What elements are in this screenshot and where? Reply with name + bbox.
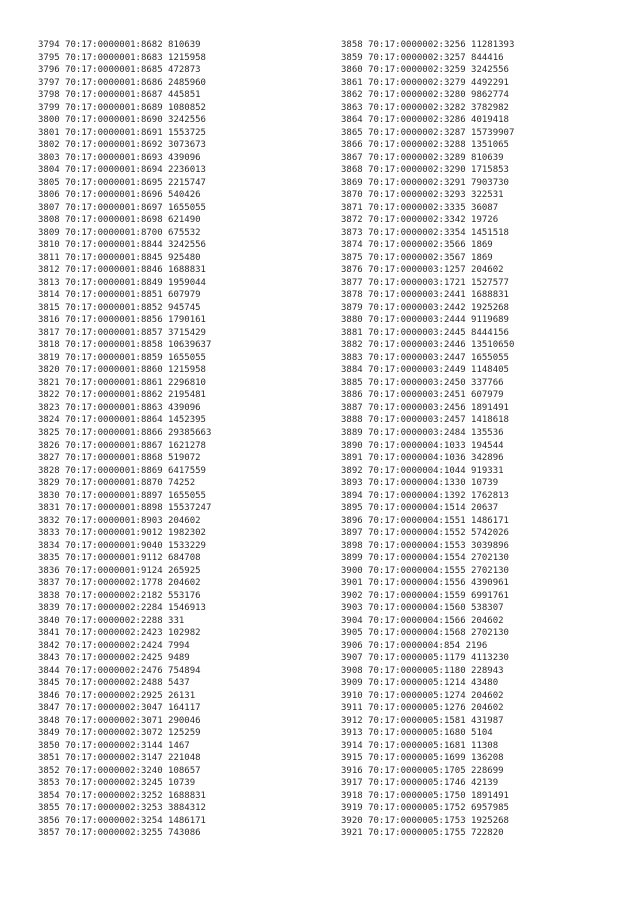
- list-item: 3882 70:17:0000003:2446 13510650: [341, 340, 515, 351]
- list-item: 3895 70:17:0000004:1514 20637: [341, 503, 499, 514]
- list-item: 3838 70:17:0000002:2182 553176: [38, 590, 201, 601]
- list-item: 3899 70:17:0000004:1554 2702130: [341, 553, 509, 564]
- list-item: 3798 70:17:0000001:8687 445851: [38, 90, 201, 101]
- list-item: 3871 70:17:0000002:3335 36087: [341, 202, 499, 213]
- list-item: 3920 70:17:0000005:1753 1925268: [341, 815, 509, 826]
- list-item: 3852 70:17:0000002:3240 108657: [38, 765, 201, 776]
- list-item: 3819 70:17:0000001:8859 1655055: [38, 352, 206, 363]
- list-item: 3884 70:17:0000003:2449 1148405: [341, 365, 509, 376]
- list-item: 3898 70:17:0000004:1553 3039896: [341, 540, 509, 551]
- list-item: 3811 70:17:0000001:8845 925480: [38, 252, 201, 263]
- list-item: 3919 70:17:0000005:1752 6957985: [341, 803, 509, 814]
- list-item: 3869 70:17:0000002:3291 7903730: [341, 177, 509, 188]
- list-item: 3876 70:17:0000003:1257 204602: [341, 265, 504, 276]
- list-item: 3864 70:17:0000002:3286 4019418: [341, 115, 509, 126]
- list-item: 3815 70:17:0000001:8852 945745: [38, 302, 201, 313]
- list-item: 3835 70:17:0000001:9112 684708: [38, 553, 201, 564]
- list-item: 3851 70:17:0000002:3147 221048: [38, 753, 201, 764]
- list-item: 3856 70:17:0000002:3254 1486171: [38, 815, 206, 826]
- list-item: 3905 70:17:0000004:1568 2702130: [341, 628, 509, 639]
- list-item: 3817 70:17:0000001:8857 3715429: [38, 327, 206, 338]
- list-item: 3808 70:17:0000001:8698 621490: [38, 215, 201, 226]
- list-item: 3877 70:17:0000003:1721 1527577: [341, 277, 509, 288]
- list-item: 3822 70:17:0000001:8862 2195481: [38, 390, 206, 401]
- list-item: 3866 70:17:0000002:3288 1351065: [341, 140, 509, 151]
- list-item: 3909 70:17:0000005:1214 43480: [341, 678, 499, 689]
- list-item: 3912 70:17:0000005:1581 431987: [341, 715, 504, 726]
- list-item: 3911 70:17:0000005:1276 204602: [341, 703, 504, 714]
- list-item: 3878 70:17:0000003:2441 1688831: [341, 290, 509, 301]
- list-item: 3883 70:17:0000003:2447 1655055: [341, 352, 509, 363]
- list-item: 3848 70:17:0000002:3071 290046: [38, 715, 201, 726]
- list-item: 3814 70:17:0000001:8851 607979: [38, 290, 201, 301]
- list-item: 3839 70:17:0000002:2284 1546913: [38, 603, 206, 614]
- list-item: 3799 70:17:0000001:8689 1080852: [38, 102, 206, 113]
- list-item: 3801 70:17:0000001:8691 1553725: [38, 127, 206, 138]
- list-item: 3917 70:17:0000005:1746 42139: [341, 778, 499, 789]
- list-item: 3908 70:17:0000005:1180 228943: [341, 665, 504, 676]
- list-item: 3825 70:17:0000001:8866 29385663: [38, 427, 212, 438]
- list-item: 3841 70:17:0000002:2423 102982: [38, 628, 201, 639]
- list-item: 3860 70:17:0000002:3259 3242556: [341, 65, 509, 76]
- list-item: 3892 70:17:0000004:1044 919331: [341, 465, 504, 476]
- list-item: 3921 70:17:0000005:1755 722820: [341, 828, 504, 839]
- list-item: 3888 70:17:0000003:2457 1418618: [341, 415, 509, 426]
- list-item: 3796 70:17:0000001:8685 472873: [38, 65, 201, 76]
- list-item: 3824 70:17:0000001:8864 1452395: [38, 415, 206, 426]
- list-item: 3821 70:17:0000001:8861 2296810: [38, 377, 206, 388]
- list-item: 3875 70:17:0000002:3567 1869: [341, 252, 493, 263]
- list-item: 3910 70:17:0000005:1274 204602: [341, 690, 504, 701]
- list-item: 3843 70:17:0000002:2425 9489: [38, 653, 190, 664]
- list-item: 3810 70:17:0000001:8844 3242556: [38, 240, 206, 251]
- list-item: 3827 70:17:0000001:8868 519072: [38, 453, 201, 464]
- list-item: 3831 70:17:0000001:8898 15537247: [38, 503, 212, 514]
- list-item: 3807 70:17:0000001:8697 1655055: [38, 202, 206, 213]
- list-item: 3863 70:17:0000002:3282 3782982: [341, 102, 509, 113]
- list-item: 3828 70:17:0000001:8869 6417559: [38, 465, 206, 476]
- list-item: 3813 70:17:0000001:8849 1959044: [38, 277, 206, 288]
- list-item: 3865 70:17:0000002:3287 15739907: [341, 127, 515, 138]
- list-item: 3902 70:17:0000004:1559 6991761: [341, 590, 509, 601]
- list-item: 3809 70:17:0000001:8700 675532: [38, 227, 201, 238]
- list-item: 3854 70:17:0000002:3252 1688831: [38, 790, 206, 801]
- list-item: 3896 70:17:0000004:1551 1486171: [341, 515, 509, 526]
- list-item: 3890 70:17:0000004:1033 194544: [341, 440, 504, 451]
- list-item: 3846 70:17:0000002:2925 26131: [38, 690, 196, 701]
- list-item: 3913 70:17:0000005:1680 5104: [341, 728, 493, 739]
- list-item: 3916 70:17:0000005:1705 228699: [341, 765, 504, 776]
- list-item: 3893 70:17:0000004:1330 10739: [341, 478, 499, 489]
- list-item: 3886 70:17:0000003:2451 607979: [341, 390, 504, 401]
- list-item: 3894 70:17:0000004:1392 1762813: [341, 490, 509, 501]
- list-item: 3857 70:17:0000002:3255 743086: [38, 828, 201, 839]
- list-item: 3904 70:17:0000004:1566 204602: [341, 615, 504, 626]
- list-item: 3812 70:17:0000001:8846 1688831: [38, 265, 206, 276]
- list-item: 3823 70:17:0000001:8863 439096: [38, 402, 201, 413]
- list-item: 3897 70:17:0000004:1552 5742026: [341, 528, 509, 539]
- list-item: 3803 70:17:0000001:8693 439096: [38, 152, 201, 163]
- left-column: [38, 39, 211, 840]
- list-item: 3903 70:17:0000004:1560 538307: [341, 603, 504, 614]
- list-item: 3858 70:17:0000002:3256 11281393: [341, 40, 515, 50]
- list-item: 3891 70:17:0000004:1036 342896: [341, 453, 504, 464]
- list-item: 3826 70:17:0000001:8867 1621278: [38, 440, 206, 451]
- list-item: 3844 70:17:0000002:2476 754894: [38, 665, 201, 676]
- list-item: 3800 70:17:0000001:8690 3242556: [38, 115, 206, 126]
- list-item: 3829 70:17:0000001:8870 74252: [38, 478, 196, 489]
- list-item: 3870 70:17:0000002:3293 322531: [341, 190, 504, 201]
- list-item: 3805 70:17:0000001:8695 2215747: [38, 177, 206, 188]
- list-item: 3872 70:17:0000002:3342 19726: [341, 215, 499, 226]
- list-item: 3836 70:17:0000001:9124 265925: [38, 565, 201, 576]
- list-item: 3906 70:17:0000004:854 2196: [341, 640, 488, 651]
- list-item: 3834 70:17:0000001:9040 1533229: [38, 540, 206, 551]
- list-item: 3855 70:17:0000002:3253 3884312: [38, 803, 206, 814]
- list-item: 3853 70:17:0000002:3245 10739: [38, 778, 196, 789]
- list-item: 3918 70:17:0000005:1750 1891491: [341, 790, 509, 801]
- list-item: 3840 70:17:0000002:2288 331: [38, 615, 185, 626]
- list-item: 3837 70:17:0000002:1778 204602: [38, 578, 201, 589]
- list-item: 3880 70:17:0000003:2444 9119689: [341, 315, 509, 326]
- list-item: 3874 70:17:0000002:3566 1869: [341, 240, 493, 251]
- list-item: 3845 70:17:0000002:2488 5437: [38, 678, 190, 689]
- list-item: 3859 70:17:0000002:3257 844416: [341, 52, 504, 63]
- list-item: 3830 70:17:0000001:8897 1655055: [38, 490, 206, 501]
- list-item: 3816 70:17:0000001:8856 1790161: [38, 315, 206, 326]
- list-item: 3832 70:17:0000001:8903 204602: [38, 515, 201, 526]
- list-item: 3804 70:17:0000001:8694 2236013: [38, 165, 206, 176]
- list-item: 3907 70:17:0000005:1179 4113230: [341, 653, 509, 664]
- list-item: 3842 70:17:0000002:2424 7994: [38, 640, 190, 651]
- list-item: 3850 70:17:0000002:3144 1467: [38, 740, 190, 751]
- list-item: 3867 70:17:0000002:3289 810639: [341, 152, 504, 163]
- list-item: 3797 70:17:0000001:8686 2485960: [38, 77, 206, 88]
- list-item: 3820 70:17:0000001:8860 1215958: [38, 365, 206, 376]
- list-item: 3885 70:17:0000003:2450 337766: [341, 377, 504, 388]
- list-item: 3914 70:17:0000005:1681 11308: [341, 740, 499, 751]
- list-item: 3818 70:17:0000001:8858 10639637: [38, 340, 212, 351]
- list-item: 3901 70:17:0000004:1556 4390961: [341, 578, 509, 589]
- list-item: 3861 70:17:0000002:3279 4492291: [341, 77, 509, 88]
- right-column: [341, 39, 514, 840]
- list-item: 3873 70:17:0000002:3354 1451518: [341, 227, 509, 238]
- list-item: 3881 70:17:0000003:2445 8444156: [341, 327, 509, 338]
- list-item: 3794 70:17:0000001:8682 810639: [38, 40, 201, 50]
- list-item: 3862 70:17:0000002:3280 9862774: [341, 90, 509, 101]
- list-item: 3868 70:17:0000002:3290 1715853: [341, 165, 509, 176]
- list-item: 3849 70:17:0000002:3072 125259: [38, 728, 201, 739]
- list-item: 3833 70:17:0000001:9012 1982302: [38, 528, 206, 539]
- list-item: 3889 70:17:0000003:2484 135536: [341, 427, 504, 438]
- list-item: 3900 70:17:0000004:1555 2702130: [341, 565, 509, 576]
- list-item: 3887 70:17:0000003:2456 1891491: [341, 402, 509, 413]
- list-item: 3806 70:17:0000001:8696 540426: [38, 190, 201, 201]
- list-item: 3879 70:17:0000003:2442 1925268: [341, 302, 509, 313]
- list-item: 3795 70:17:0000001:8683 1215958: [38, 52, 206, 63]
- list-item: 3802 70:17:0000001:8692 3073673: [38, 140, 206, 151]
- list-item: 3847 70:17:0000002:3047 164117: [38, 703, 201, 714]
- list-item: 3915 70:17:0000005:1699 136208: [341, 753, 504, 764]
